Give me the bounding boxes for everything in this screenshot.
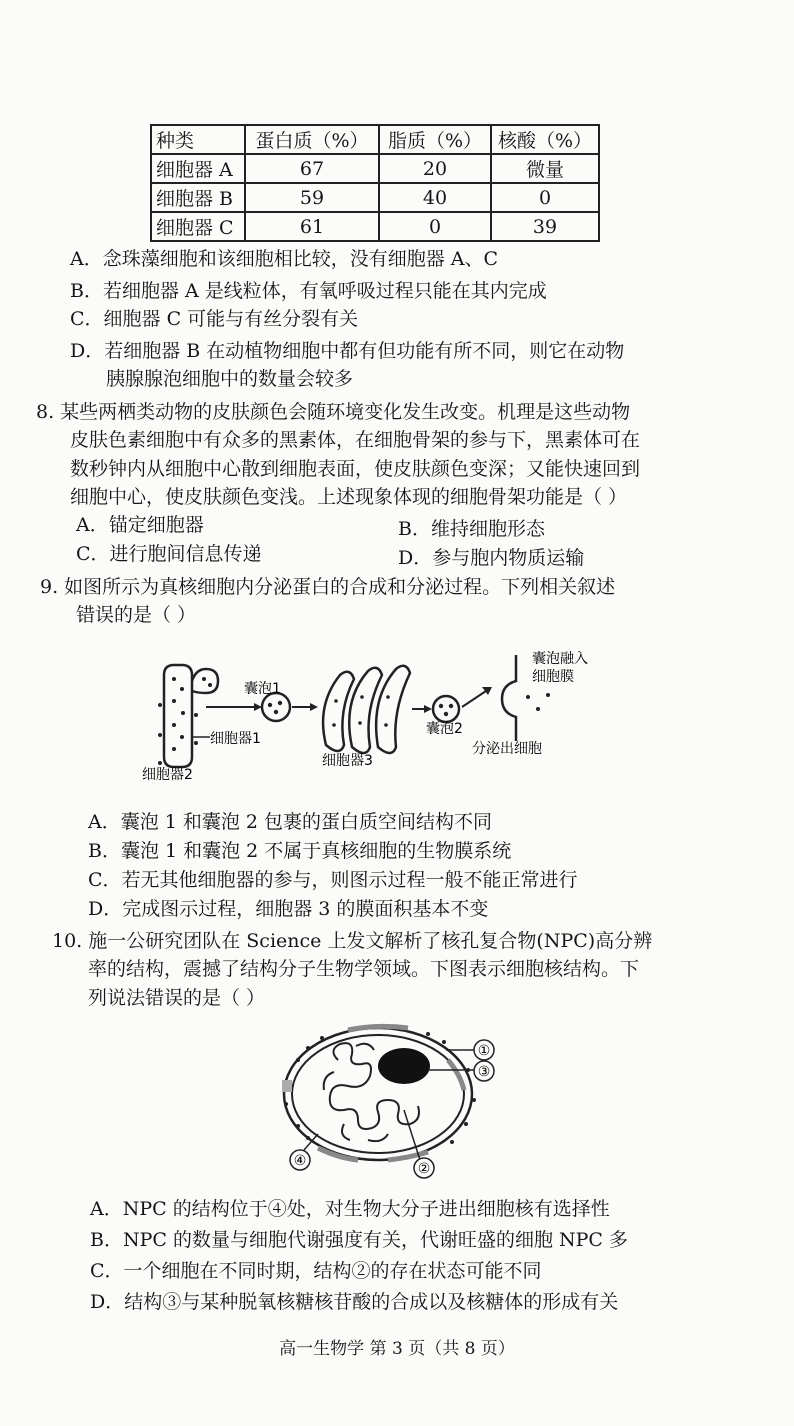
cell-membrane-shape: [502, 655, 516, 741]
table-header: 种类: [151, 125, 245, 154]
label-3: ③: [477, 1064, 491, 1080]
table-cell: 40: [379, 183, 491, 212]
label-2: ②: [417, 1161, 431, 1177]
q8-option-a: A．锚定细胞器: [76, 514, 204, 536]
table-header: 脂质（%）: [379, 125, 491, 154]
q8-option-b: B．维持细胞形态: [398, 518, 545, 540]
label-secrete: 分泌出细胞: [472, 741, 542, 757]
q8-option-c: C．进行胞间信息传递: [76, 543, 262, 565]
vesicle-1-shape: [262, 693, 290, 721]
table-cell: 61: [245, 212, 379, 241]
q10-option-c: C．一个细胞在不同时期，结构②的存在状态可能不同: [90, 1260, 542, 1282]
table-row: [151, 212, 599, 241]
ribosome-dots: [158, 677, 212, 765]
q8-stem-line: 数秒钟内从细胞中心散到细胞表面，使皮肤颜色变深；又能快速回到: [70, 458, 641, 480]
q7-option-b: B．若细胞器 A 是线粒体，有氧呼吸过程只能在其内完成: [70, 280, 547, 302]
table-cell: 0: [379, 212, 491, 241]
table-header-row: [151, 125, 599, 154]
label-organelle-3: 细胞器3: [322, 753, 373, 769]
table-row: [151, 154, 599, 183]
secretion-diagram: [130, 645, 650, 795]
label-organelle-2: 细胞器2: [142, 767, 193, 783]
table-cell: 59: [245, 183, 379, 212]
arrow-3-head: [424, 705, 432, 713]
q9-option-b: B．囊泡 1 和囊泡 2 不属于真核细胞的生物膜系统: [88, 840, 512, 862]
label-4: ④: [293, 1153, 307, 1169]
table-cell: 细胞器 A: [151, 154, 245, 183]
q8-stem-line: 皮肤色素细胞中有众多的黑素体，在细胞骨架的参与下，黑素体可在: [70, 429, 641, 451]
table-header: 蛋白质（%）: [245, 125, 379, 154]
label-vesicle-1: 囊泡1: [244, 681, 281, 697]
table-cell: 20: [379, 154, 491, 183]
q9-option-d: D．完成图示过程，细胞器 3 的膜面积基本不变: [88, 898, 489, 920]
label-1: ①: [477, 1043, 491, 1059]
label-vesicle-2: 囊泡2: [426, 721, 463, 737]
arrow-4: [462, 691, 486, 707]
q10-option-d: D．结构③与某种脱氧核糖核苷酸的合成以及核糖体的形成有关: [90, 1291, 619, 1313]
q7-option-d-cont: 胰腺腺泡细胞中的数量会较多: [106, 368, 354, 390]
table-cell: 39: [491, 212, 599, 241]
label-organelle-1: 细胞器1: [210, 731, 261, 747]
q10-stem-line: 率的结构，震撼了结构分子生物学领域。下图表示细胞核结构。下: [88, 958, 640, 980]
nuclear-pore: [282, 1080, 292, 1092]
organelle-table: [150, 124, 600, 242]
q7-option-d: D．若细胞器 B 在动植物细胞中都有但功能有所不同，则它在动物: [70, 340, 625, 362]
q8-stem-line: 8. 某些两栖类动物的皮肤颜色会随环境变化发生改变。机理是这些动物: [36, 401, 631, 423]
q8-stem-line: 细胞中心，使皮肤颜色变浅。上述现象体现的细胞骨架功能是（ ）: [70, 486, 628, 508]
label-fuse-membrane: 囊泡融入: [532, 651, 588, 667]
table-cell: 微量: [491, 154, 599, 183]
q7-option-a: A．念珠藻细胞和该细胞相比较，没有细胞器 A、C: [70, 248, 499, 270]
q9-option-c: C．若无其他细胞器的参与，则图示过程一般不能正常进行: [88, 869, 578, 891]
q7-option-c: C．细胞器 C 可能与有丝分裂有关: [70, 308, 359, 330]
q10-stem-line: 列说法错误的是（ ）: [88, 987, 266, 1009]
q8-option-d: D．参与胞内物质运输: [398, 547, 585, 569]
table-row: [151, 183, 599, 212]
arrow-2-head: [310, 703, 318, 711]
table-header: 核酸（%）: [491, 125, 599, 154]
secreted-dots: [526, 693, 550, 711]
table-cell: 细胞器 C: [151, 212, 245, 241]
organelle-3-shape: [323, 666, 410, 753]
nucleolus-shape: [378, 1048, 430, 1084]
q9-option-a: A．囊泡 1 和囊泡 2 包裹的蛋白质空间结构不同: [88, 811, 493, 833]
nucleus-diagram: [278, 1020, 518, 1185]
q9-stem-line: 9. 如图所示为真核细胞内分泌蛋白的合成和分泌过程。下列相关叙述: [40, 576, 616, 598]
q9-stem-line: 错误的是（ ）: [76, 604, 197, 626]
label-fuse-membrane-2: 细胞膜: [532, 669, 574, 685]
vesicle-2-shape: [433, 696, 459, 722]
table-cell: 细胞器 B: [151, 183, 245, 212]
page-footer: 高一生物学 第 3 页（共 8 页）: [279, 1339, 515, 1359]
organelle-2-shape: [164, 665, 218, 767]
q10-option-a: A．NPC 的结构位于④处，对生物大分子进出细胞核有选择性: [90, 1198, 610, 1220]
table-cell: 0: [491, 183, 599, 212]
q10-stem-line: 10. 施一公研究团队在 Science 上发文解析了核孔复合物(NPC)高分辨: [52, 930, 653, 952]
table-cell: 67: [245, 154, 379, 183]
q10-option-b: B．NPC 的数量与细胞代谢强度有关，代谢旺盛的细胞 NPC 多: [90, 1229, 628, 1251]
